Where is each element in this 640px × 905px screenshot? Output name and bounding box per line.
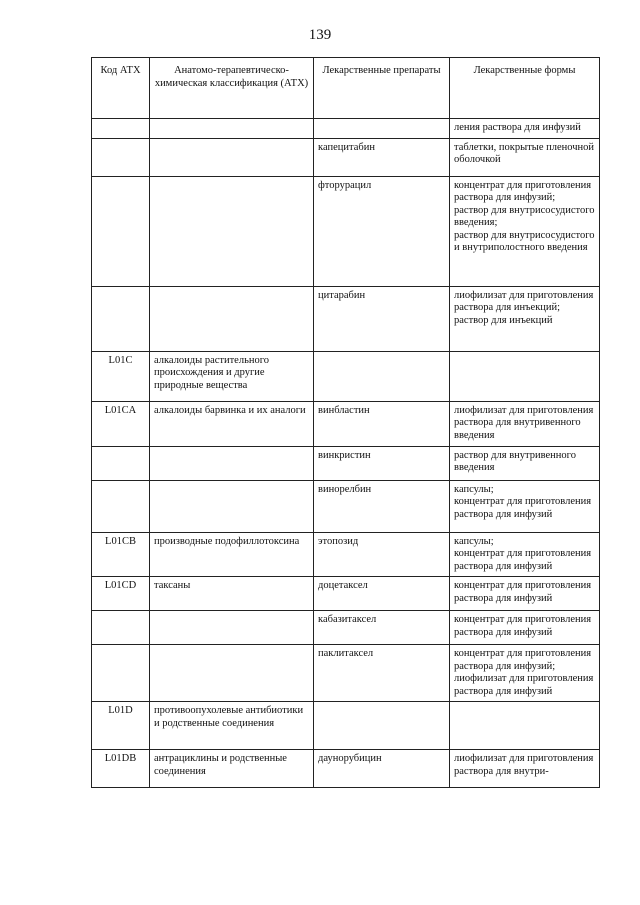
classification-cell [150,446,314,480]
drug-cell: доцетаксел [314,577,450,611]
code-cell: L01CA [92,401,150,446]
header-drugs: Лекарственные препараты [314,58,450,119]
drug-cell: винкристин [314,446,450,480]
code-cell: L01CD [92,577,150,611]
classification-cell [150,138,314,176]
forms-cell [450,351,600,401]
table-row [92,611,600,645]
forms-cell [450,286,600,351]
form-item: капсулы; [454,535,494,547]
drug-cell: цитарабин [314,286,450,351]
table-row [92,401,600,446]
form-item: концентрат для приготовления раствора для инфузий; [454,179,592,203]
forms-cell [450,750,600,788]
form-item: раствор для внутривенного введения [454,449,576,473]
atx-table [91,57,600,788]
drug-cell: капецитабин [314,138,450,176]
form-item: раствор для внутрисосудистого введения; [454,204,595,228]
drug-cell: паклитаксел [314,645,450,702]
form-item: лиофилизат для приготовления раствора для внутри- [454,753,594,777]
forms-cell [450,138,600,176]
classification-cell: алкалоиды барвинка и их аналоги [150,401,314,446]
drug-cell: этопозид [314,532,450,577]
table-row [92,446,600,480]
code-cell [92,119,150,139]
table-row [92,577,600,611]
form-item: концентрат для приготовления раствора для инфузий [454,580,592,604]
table-row [92,138,600,176]
code-cell: L01C [92,351,150,401]
drug-cell: винбластин [314,401,450,446]
drug-cell: винорелбин [314,480,450,532]
classification-cell: алкалоиды растительного происхождения и другие природные вещества [150,351,314,401]
table-header-row [92,58,600,119]
classification-cell [150,176,314,286]
drug-cell: фторурацил [314,176,450,286]
forms-cell [450,611,600,645]
classification-cell: производные подофиллотоксина [150,532,314,577]
forms-cell [450,446,600,480]
code-cell [92,645,150,702]
form-item: лиофилизат для приготовления раствора для внутривенного введения [454,404,594,441]
classification-cell [150,119,314,139]
drug-cell [314,351,450,401]
forms-cell [450,702,600,750]
drug-cell: даунорубицин [314,750,450,788]
classification-cell [150,611,314,645]
code-cell [92,138,150,176]
code-cell [92,446,150,480]
form-item: капсулы; [454,483,494,495]
classification-cell [150,286,314,351]
form-item: ления раствора для инфузий [454,122,581,133]
form-item: раствор для внутрисосудистого и внутриполостного введения [454,229,595,253]
code-cell [92,611,150,645]
table-row [92,702,600,750]
forms-cell [450,480,600,532]
table-row [92,286,600,351]
code-cell: L01D [92,702,150,750]
form-item: концентрат для приготовления раствора для инфузий; [454,648,592,672]
drug-cell [314,119,450,139]
forms-cell [450,577,600,611]
code-cell [92,286,150,351]
form-item: концентрат для приготовления раствора для инфузий [454,496,592,520]
form-item: лиофилизат для приготовления раствора для инфузий [454,673,594,697]
form-item: концентрат для приготовления раствора для инфузий [454,614,592,638]
forms-cell [450,645,600,702]
page-number: 139 [308,27,332,43]
classification-cell [150,645,314,702]
drug-cell: кабазитаксел [314,611,450,645]
classification-cell: противоопухолевые антибиотики и родственные соединения [150,702,314,750]
form-item: лиофилизат для приготовления раствора для инъекций; [454,289,594,313]
classification-cell [150,480,314,532]
header-forms: Лекарственные формы [450,58,600,119]
drug-cell [314,702,450,750]
forms-cell [450,176,600,286]
table-row [92,645,600,702]
table-row [92,532,600,577]
table-row [92,176,600,286]
code-cell: L01CB [92,532,150,577]
table-row [92,480,600,532]
forms-cell [450,532,600,577]
code-cell [92,480,150,532]
forms-cell [450,401,600,446]
form-item: раствор для инъекций [454,314,553,326]
form-item: таблетки, покрытые пленочной оболочкой [454,141,595,165]
table-row [92,750,600,788]
classification-cell: антрациклины и родственные соединения [150,750,314,788]
table-row [92,119,600,139]
form-item: концентрат для приготовления раствора для инфузий [454,548,592,572]
forms-cell [450,119,600,139]
classification-cell: таксаны [150,577,314,611]
header-code: Код АТХ [92,58,150,119]
code-cell [92,176,150,286]
code-cell: L01DB [92,750,150,788]
header-classification: Анатомо-терапевтическо-химическая классификация (АТХ) [150,58,314,119]
table-row [92,351,600,401]
